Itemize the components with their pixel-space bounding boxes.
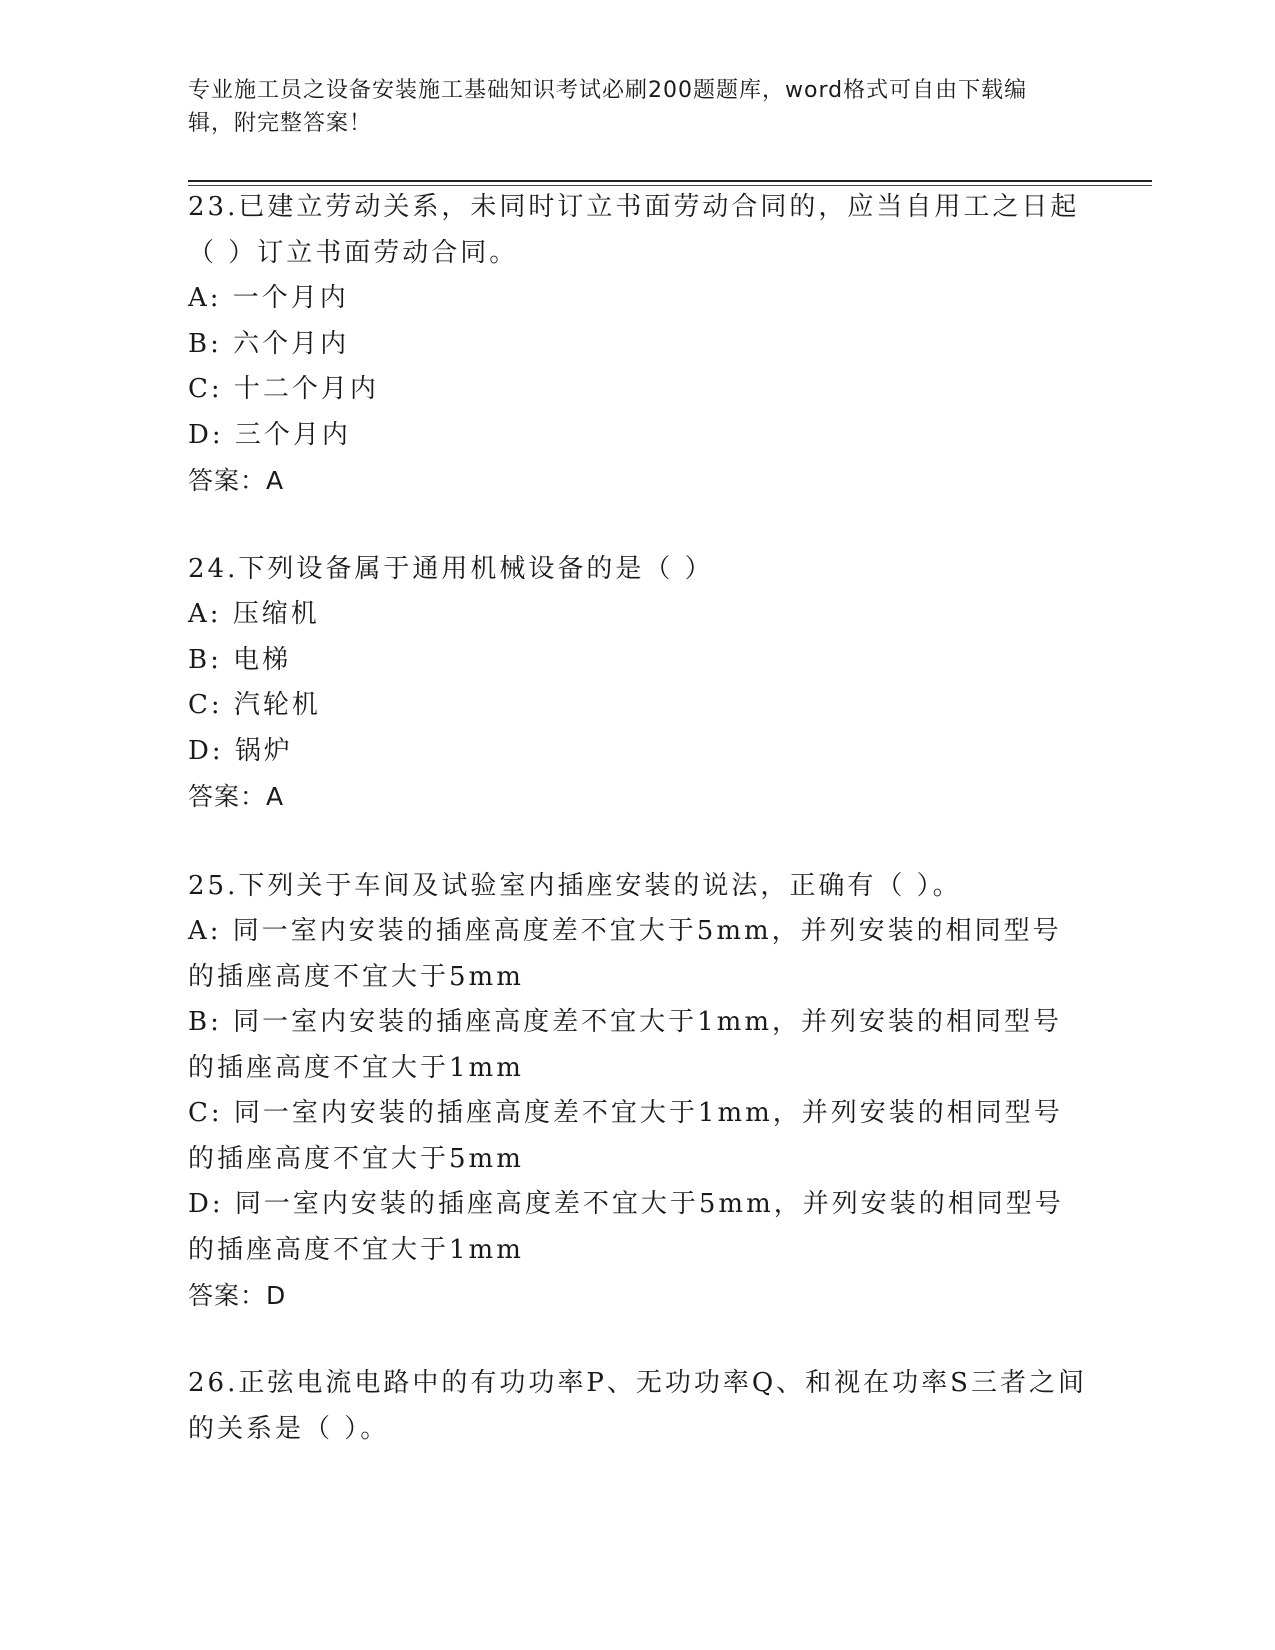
option-d: D: 锅炉 xyxy=(188,735,293,766)
option-a: A: 同一室内安装的插座高度差不宜大于5mm，并列安装的相同型号的插座高度不宜大于5mm xyxy=(188,916,1062,992)
answer-label: 答案：A xyxy=(188,466,285,495)
question-23 xyxy=(188,184,1088,503)
option-c: C: 汽轮机 xyxy=(188,690,321,720)
option-d: D: 三个月内 xyxy=(188,419,351,450)
header-divider-thick xyxy=(188,180,1152,182)
option-c: C: 同一室内安装的插座高度差不宜大于1mm，并列安装的相同型号的插座高度不宜大于5mm xyxy=(188,1098,1063,1174)
question-24 xyxy=(188,546,1088,819)
option-a: A: 压缩机 xyxy=(188,599,320,629)
option-b: B: 电梯 xyxy=(188,644,292,675)
option-b: B: 六个月内 xyxy=(188,328,350,359)
answer-label: 答案：D xyxy=(188,1281,287,1310)
option-b: B: 同一室内安装的插座高度差不宜大于1mm，并列安装的相同型号的插座高度不宜大于1mm xyxy=(188,1007,1062,1083)
question-25 xyxy=(188,863,1088,1318)
option-c: C: 十二个月内 xyxy=(188,374,379,404)
option-d: D: 同一室内安装的插座高度差不宜大于5mm，并列安装的相同型号的插座高度不宜大于1mm xyxy=(188,1189,1064,1265)
question-stem: 25.下列关于车间及试验室内插座安装的说法，正确有（ ）。 xyxy=(188,871,962,901)
answer-label: 答案：A xyxy=(188,782,285,811)
document-header: 专业施工员之设备安装施工基础知识考试必刷200题题库，word格式可自由下载编辑，附完整答案！ xyxy=(188,78,1028,136)
option-a: A: 一个月内 xyxy=(188,283,349,313)
question-stem: 24.下列设备属于通用机械设备的是（ ） xyxy=(188,554,714,584)
question-stem: 23.已建立劳动关系，未同时订立书面劳动合同的，应当自用工之日起（ ）订立书面劳动合同。 xyxy=(188,192,1080,268)
question-26 xyxy=(188,1360,1088,1452)
question-stem: 26.正弦电流电路中的有功功率P、无功功率Q、和视在功率S三者之间的关系是（ ）。 xyxy=(188,1368,1087,1444)
